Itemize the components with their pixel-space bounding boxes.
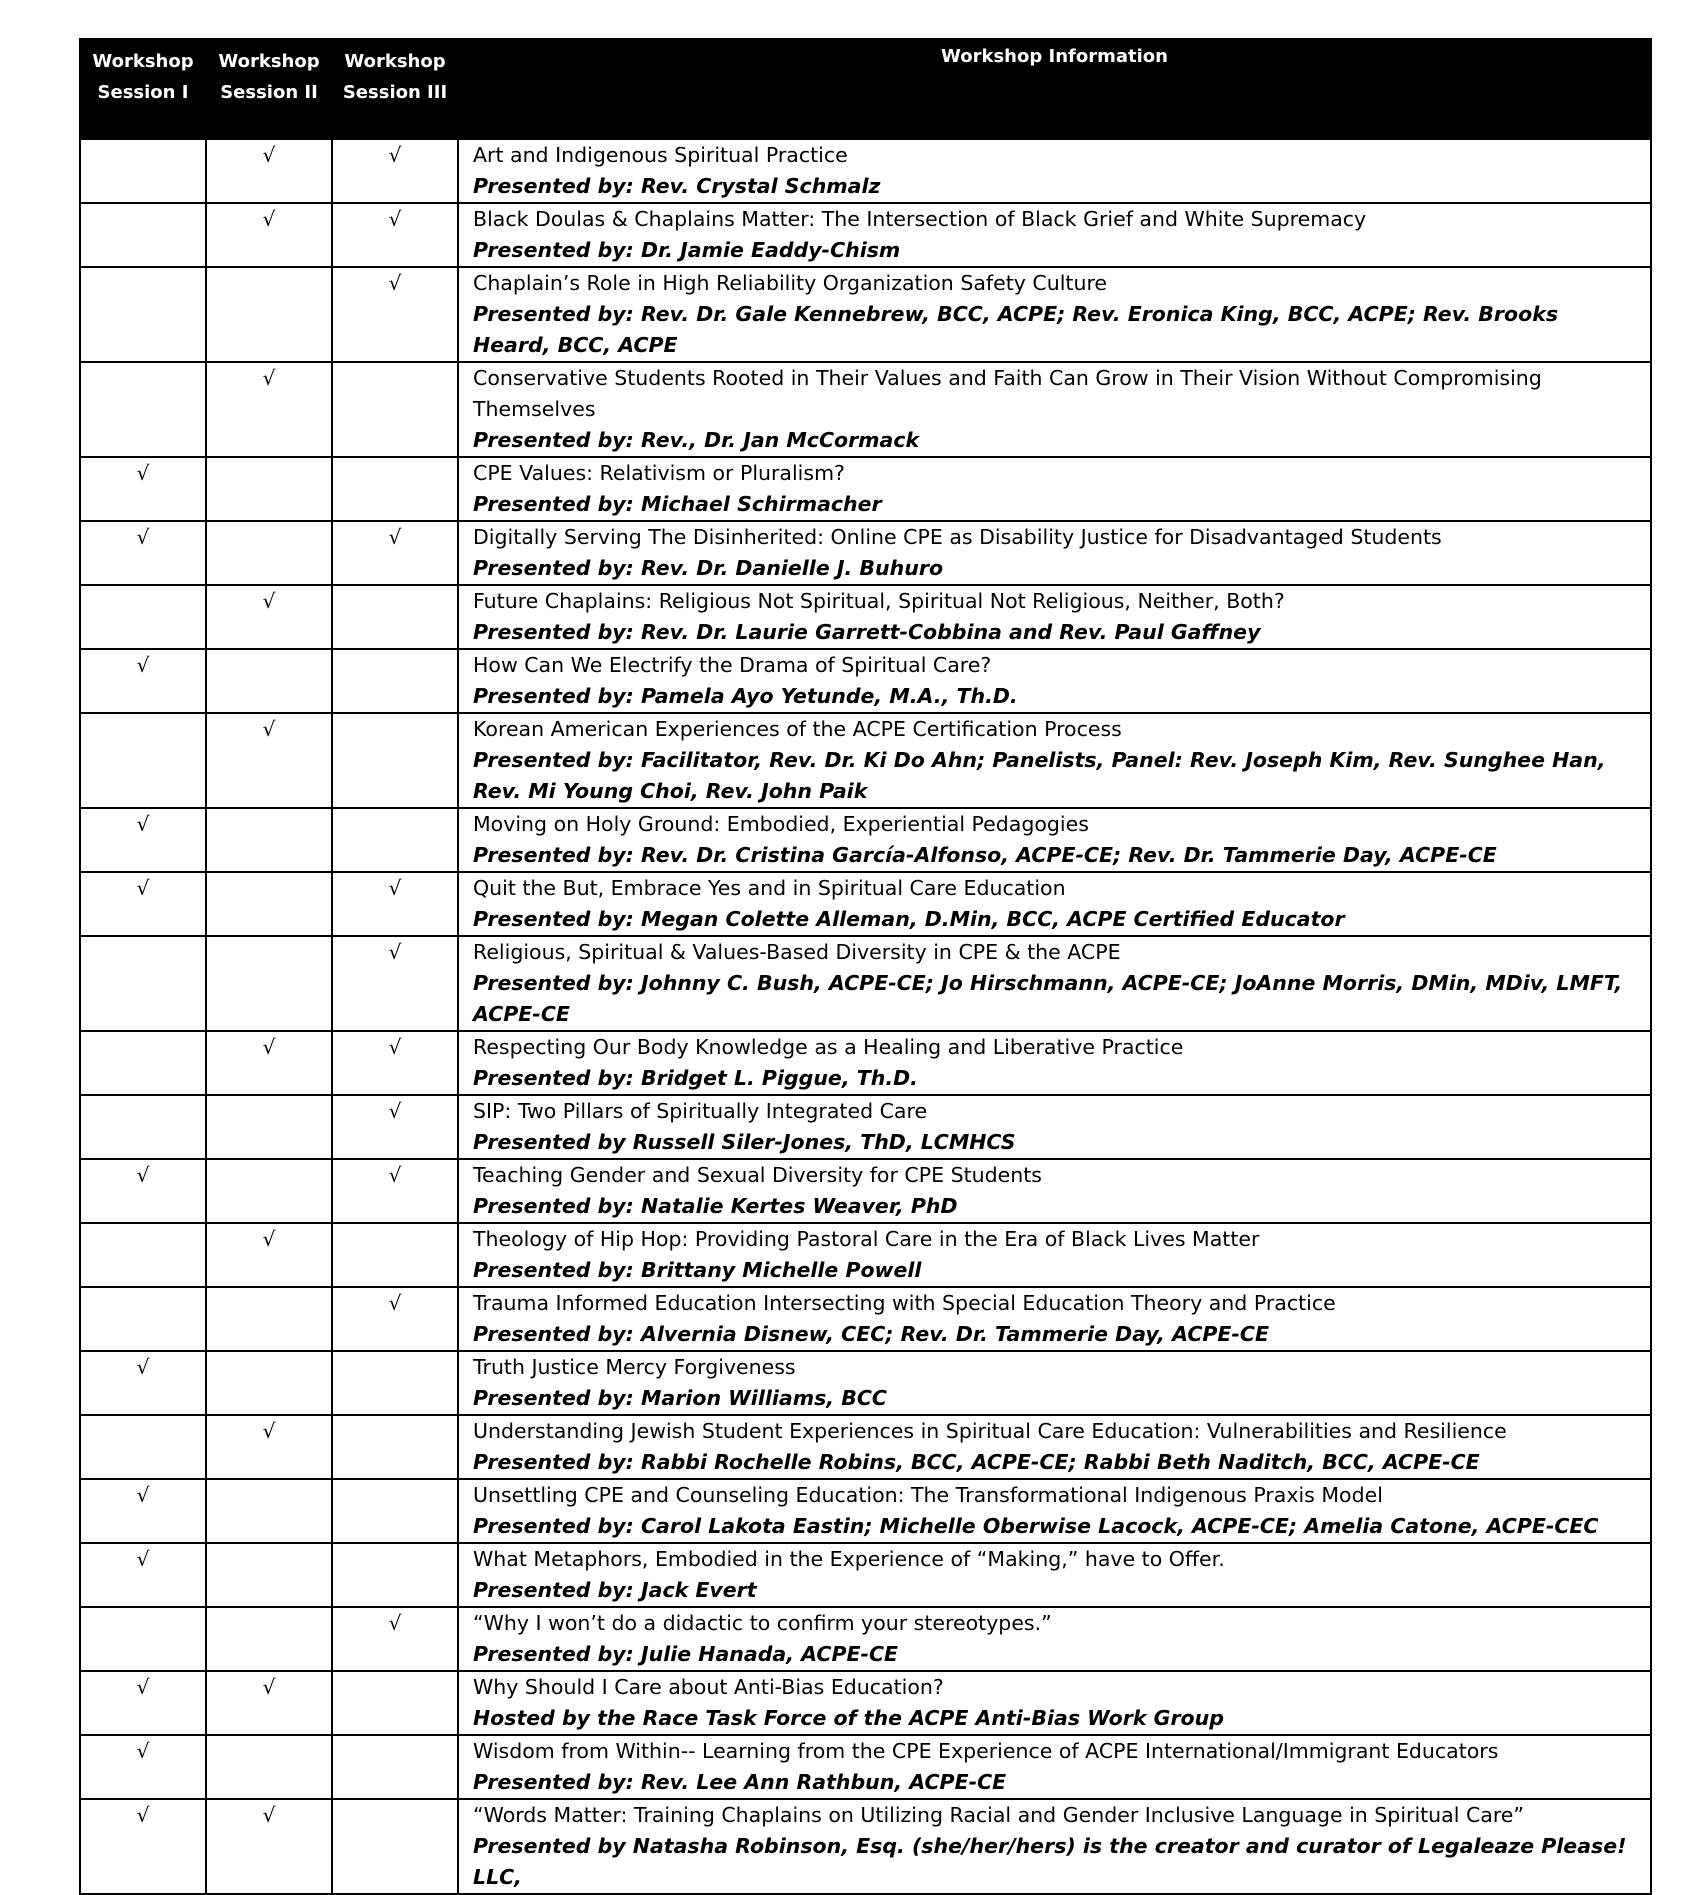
workshop-info-cell — [458, 267, 1651, 362]
table-row — [80, 1735, 1651, 1799]
session-1-check: √ — [80, 1735, 206, 1799]
session-2-check: √ — [206, 713, 332, 808]
table-row — [80, 1095, 1651, 1159]
header-session-3-line1: Workshop — [344, 51, 446, 72]
session-2-check — [206, 1095, 332, 1159]
session-2-check: √ — [206, 1799, 332, 1894]
workshop-info-cell — [458, 1671, 1651, 1735]
workshop-schedule — [79, 38, 1650, 1895]
session-2-check — [206, 1607, 332, 1671]
workshop-title: Wisdom from Within-- Learning from the CPE Experience of ACPE International/Immigrant Educators — [473, 1739, 1499, 1763]
workshop-info-cell — [458, 872, 1651, 936]
workshop-presenter: Presented by: Alvernia Disnew, CEC; Rev. Dr. Tammerie Day, ACPE-CE — [473, 1322, 1269, 1346]
workshop-info-cell — [458, 1479, 1651, 1543]
session-1-check: √ — [80, 1479, 206, 1543]
workshop-title: Digitally Serving The Disinherited: Online CPE as Disability Justice for Disadvantaged Students — [473, 525, 1442, 549]
session-1-check: √ — [80, 808, 206, 872]
workshop-presenter: Presented by: Rev. Dr. Laurie Garrett-Cobbina and Rev. Paul Gaffney — [473, 620, 1261, 644]
session-2-check — [206, 808, 332, 872]
header-session-3-line2: Session III — [342, 82, 448, 103]
workshop-title: Moving on Holy Ground: Embodied, Experiential Pedagogies — [473, 812, 1089, 836]
workshop-presenter: Presented by: Johnny C. Bush, ACPE-CE; Jo Hirschmann, ACPE-CE; JoAnne Morris, DMin, MDiv, LMFT, ACPE-CE — [473, 971, 1623, 1026]
session-2-check — [206, 1351, 332, 1415]
session-2-check: √ — [206, 1415, 332, 1479]
session-1-check: √ — [80, 521, 206, 585]
workshop-info-cell — [458, 1415, 1651, 1479]
session-1-check — [80, 267, 206, 362]
session-3-check: √ — [332, 1287, 458, 1351]
workshop-title: Conservative Students Rooted in Their Values and Faith Can Grow in Their Vision Without Compromising Themselves — [473, 366, 1542, 421]
session-2-check: √ — [206, 362, 332, 457]
workshop-title: Unsettling CPE and Counseling Education: The Transformational Indigenous Praxis Model — [473, 1483, 1383, 1507]
table-row — [80, 1607, 1651, 1671]
header-session-2-line2: Session II — [220, 82, 318, 103]
workshop-info-cell — [458, 1095, 1651, 1159]
session-1-check: √ — [80, 872, 206, 936]
session-2-check: √ — [206, 1671, 332, 1735]
session-2-check: √ — [206, 585, 332, 649]
workshop-presenter: Presented by: Michael Schirmacher — [473, 492, 882, 516]
table-row — [80, 1223, 1651, 1287]
workshop-info-cell — [458, 585, 1651, 649]
header-workshop-info: Workshop Information — [458, 38, 1651, 139]
session-3-check: √ — [332, 936, 458, 1031]
workshop-title: Korean American Experiences of the ACPE Certification Process — [473, 717, 1122, 741]
session-1-check: √ — [80, 1671, 206, 1735]
session-2-check — [206, 649, 332, 713]
workshop-presenter: Presented by: Carol Lakota Eastin; Michelle Oberwise Lacock, ACPE-CE; Amelia Catone, ACPE-CEC — [473, 1514, 1599, 1538]
session-1-check: √ — [80, 1543, 206, 1607]
session-3-check: √ — [332, 521, 458, 585]
table-row — [80, 1671, 1651, 1735]
workshop-presenter: Presented by: Jack Evert — [473, 1578, 757, 1602]
workshop-presenter: Presented by: Rev. Lee Ann Rathbun, ACPE-CE — [473, 1770, 1007, 1794]
workshop-info-cell — [458, 139, 1651, 203]
workshop-title: Religious, Spiritual & Values-Based Diversity in CPE & the ACPE — [473, 940, 1121, 964]
workshop-title: Understanding Jewish Student Experiences in Spiritual Care Education: Vulnerabilities and Resilience — [473, 1419, 1507, 1443]
session-3-check — [332, 1351, 458, 1415]
workshop-title: Art and Indigenous Spiritual Practice — [473, 143, 848, 167]
workshop-info-cell — [458, 649, 1651, 713]
workshop-presenter: Presented by: Rev. Crystal Schmalz — [473, 174, 881, 198]
workshop-title: Chaplain’s Role in High Reliability Organization Safety Culture — [473, 271, 1108, 295]
session-3-check — [332, 1543, 458, 1607]
workshop-title: Theology of Hip Hop: Providing Pastoral Care in the Era of Black Lives Matter — [473, 1227, 1260, 1251]
session-3-check: √ — [332, 267, 458, 362]
session-1-check — [80, 1223, 206, 1287]
workshop-presenter: Presented by: Brittany Michelle Powell — [473, 1258, 922, 1282]
workshop-presenter: Hosted by the Race Task Force of the ACPE Anti-Bias Work Group — [473, 1706, 1224, 1730]
session-3-check — [332, 1671, 458, 1735]
session-1-check — [80, 585, 206, 649]
table-header-row — [80, 38, 1651, 139]
table-row — [80, 585, 1651, 649]
workshop-presenter: Presented by: Rev. Dr. Cristina García-Alfonso, ACPE-CE; Rev. Dr. Tammerie Day, ACPE-CE — [473, 843, 1497, 867]
workshop-title: What Metaphors, Embodied in the Experience of “Making,” have to Offer. — [473, 1547, 1225, 1571]
session-3-check — [332, 649, 458, 713]
session-2-check — [206, 872, 332, 936]
workshop-presenter: Presented by: Julie Hanada, ACPE-CE — [473, 1642, 899, 1666]
workshop-presenter: Presented by: Rev. Dr. Danielle J. Buhuro — [473, 556, 944, 580]
workshop-presenter: Presented by: Rev., Dr. Jan McCormack — [473, 428, 920, 452]
workshop-info-cell — [458, 203, 1651, 267]
workshop-info-cell — [458, 521, 1651, 585]
workshop-presenter: Presented by: Bridget L. Piggue, Th.D. — [473, 1066, 918, 1090]
workshop-title: CPE Values: Relativism or Pluralism? — [473, 461, 845, 485]
workshop-title: “Why I won’t do a didactic to confirm your stereotypes.” — [473, 1611, 1052, 1635]
workshop-info-cell — [458, 1351, 1651, 1415]
workshop-title: Respecting Our Body Knowledge as a Healing and Liberative Practice — [473, 1035, 1184, 1059]
session-3-check: √ — [332, 1607, 458, 1671]
table-row — [80, 457, 1651, 521]
workshop-info-cell — [458, 936, 1651, 1031]
workshop-title: Trauma Informed Education Intersecting with Special Education Theory and Practice — [473, 1291, 1336, 1315]
table-row — [80, 1031, 1651, 1095]
session-3-check: √ — [332, 1159, 458, 1223]
session-3-check — [332, 585, 458, 649]
session-3-check — [332, 1415, 458, 1479]
session-3-check — [332, 1223, 458, 1287]
session-1-check: √ — [80, 1159, 206, 1223]
table-row — [80, 713, 1651, 808]
workshop-info-cell — [458, 1223, 1651, 1287]
header-session-2 — [206, 38, 332, 139]
session-3-check — [332, 362, 458, 457]
session-1-check — [80, 139, 206, 203]
table-row — [80, 649, 1651, 713]
workshop-presenter: Presented by: Rabbi Rochelle Robins, BCC, ACPE-CE; Rabbi Beth Naditch, BCC, ACPE-CE — [473, 1450, 1480, 1474]
header-session-2-line1: Workshop — [218, 51, 320, 72]
session-2-check — [206, 1479, 332, 1543]
table-row — [80, 808, 1651, 872]
workshop-presenter: Presented by: Natalie Kertes Weaver, PhD — [473, 1194, 958, 1218]
workshop-info-cell — [458, 1799, 1651, 1894]
table-row — [80, 521, 1651, 585]
workshop-table — [79, 38, 1652, 1895]
session-1-check: √ — [80, 649, 206, 713]
workshop-title: “Words Matter: Training Chaplains on Utilizing Racial and Gender Inclusive Language in Spiritual Care” — [473, 1803, 1525, 1827]
session-2-check: √ — [206, 1031, 332, 1095]
session-3-check: √ — [332, 203, 458, 267]
header-session-1 — [80, 38, 206, 139]
workshop-presenter: Presented by: Megan Colette Alleman, D.Min, BCC, ACPE Certified Educator — [473, 907, 1345, 931]
session-1-check — [80, 713, 206, 808]
session-1-check: √ — [80, 457, 206, 521]
workshop-info-cell — [458, 713, 1651, 808]
workshop-presenter: Presented by: Facilitator, Rev. Dr. Ki Do Ahn; Panelists, Panel: Rev. Joseph Kim, Rev. Sunghee Han, Rev. Mi Young Choi, Rev. John Paik — [473, 748, 1606, 803]
workshop-title: Truth Justice Mercy Forgiveness — [473, 1355, 796, 1379]
session-2-check: √ — [206, 1223, 332, 1287]
table-row — [80, 1543, 1651, 1607]
table-row — [80, 203, 1651, 267]
workshop-presenter: Presented by: Marion Williams, BCC — [473, 1386, 887, 1410]
session-3-check — [332, 808, 458, 872]
session-1-check — [80, 936, 206, 1031]
session-3-check — [332, 1735, 458, 1799]
workshop-presenter: Presented by: Rev. Dr. Gale Kennebrew, BCC, ACPE; Rev. Eronica King, BCC, ACPE; Rev. Brooks Heard, BCC, ACPE — [473, 302, 1559, 357]
workshop-info-cell — [458, 808, 1651, 872]
session-2-check — [206, 267, 332, 362]
workshop-info-cell — [458, 1735, 1651, 1799]
workshop-title: Black Doulas & Chaplains Matter: The Intersection of Black Grief and White Supremacy — [473, 207, 1367, 231]
session-2-check: √ — [206, 203, 332, 267]
session-2-check — [206, 1735, 332, 1799]
workshop-presenter: Presented by Natasha Robinson, Esq. (she/her/hers) is the creator and curator of Legaleaze Please! LLC, — [473, 1834, 1627, 1889]
session-2-check: √ — [206, 139, 332, 203]
session-1-check — [80, 1415, 206, 1479]
workshop-info-cell — [458, 1607, 1651, 1671]
workshop-presenter: Presented by: Pamela Ayo Yetunde, M.A., Th.D. — [473, 684, 1018, 708]
session-1-check — [80, 1031, 206, 1095]
table-row — [80, 362, 1651, 457]
table-row — [80, 1479, 1651, 1543]
workshop-title: Quit the But, Embrace Yes and in Spiritual Care Education — [473, 876, 1066, 900]
workshop-info-cell — [458, 362, 1651, 457]
header-session-1-line1: Workshop — [92, 51, 194, 72]
session-3-check — [332, 457, 458, 521]
table-row — [80, 1415, 1651, 1479]
session-1-check — [80, 362, 206, 457]
table-row — [80, 872, 1651, 936]
workshop-title: How Can We Electrify the Drama of Spiritual Care? — [473, 653, 992, 677]
session-3-check — [332, 1479, 458, 1543]
table-row — [80, 1159, 1651, 1223]
workshop-rows — [80, 139, 1651, 1894]
workshop-info-cell — [458, 1031, 1651, 1095]
workshop-info-cell — [458, 1159, 1651, 1223]
session-2-check — [206, 1159, 332, 1223]
table-row — [80, 1351, 1651, 1415]
workshop-presenter: Presented by: Dr. Jamie Eaddy-Chism — [473, 238, 901, 262]
table-row — [80, 1799, 1651, 1894]
table-row — [80, 936, 1651, 1031]
session-3-check: √ — [332, 872, 458, 936]
session-1-check — [80, 1095, 206, 1159]
session-2-check — [206, 1543, 332, 1607]
session-1-check — [80, 203, 206, 267]
session-2-check — [206, 1287, 332, 1351]
session-3-check — [332, 1799, 458, 1894]
session-2-check — [206, 521, 332, 585]
session-3-check — [332, 713, 458, 808]
session-1-check: √ — [80, 1351, 206, 1415]
workshop-presenter: Presented by Russell Siler-Jones, ThD, LCMHCS — [473, 1130, 1016, 1154]
workshop-info-cell — [458, 457, 1651, 521]
workshop-info-cell — [458, 1543, 1651, 1607]
session-2-check — [206, 936, 332, 1031]
session-3-check: √ — [332, 1031, 458, 1095]
table-row — [80, 1287, 1651, 1351]
session-1-check — [80, 1607, 206, 1671]
workshop-info-cell — [458, 1287, 1651, 1351]
workshop-title: Future Chaplains: Religious Not Spiritual, Spiritual Not Religious, Neither, Both? — [473, 589, 1285, 613]
workshop-title: SIP: Two Pillars of Spiritually Integrated Care — [473, 1099, 928, 1123]
session-1-check: √ — [80, 1799, 206, 1894]
header-session-3 — [332, 38, 458, 139]
table-row — [80, 267, 1651, 362]
session-3-check: √ — [332, 1095, 458, 1159]
workshop-title: Teaching Gender and Sexual Diversity for CPE Students — [473, 1163, 1042, 1187]
header-session-1-line2: Session I — [97, 82, 189, 103]
session-2-check — [206, 457, 332, 521]
workshop-title: Why Should I Care about Anti-Bias Education? — [473, 1675, 944, 1699]
session-3-check: √ — [332, 139, 458, 203]
session-1-check — [80, 1287, 206, 1351]
table-row — [80, 139, 1651, 203]
